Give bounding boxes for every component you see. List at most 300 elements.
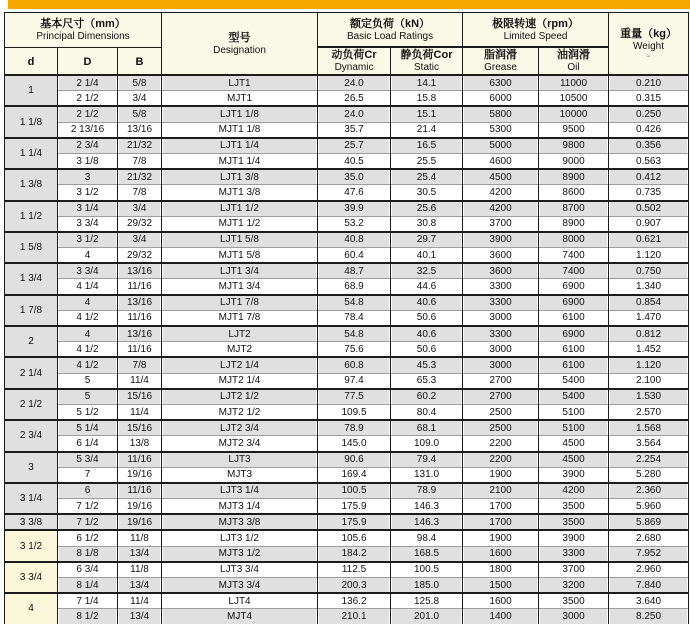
- cell-D: 4 1/2: [58, 357, 118, 373]
- cell-cr: 60.8: [318, 357, 391, 373]
- cell-D: 6 1/2: [58, 530, 118, 546]
- cell-designation: LJT4: [162, 593, 318, 609]
- cell-cr: 75.6: [318, 342, 391, 358]
- cell-cor: 16.5: [391, 138, 463, 154]
- cell-D: 3: [58, 169, 118, 185]
- cell-D: 8 1/8: [58, 546, 118, 562]
- table-row: [5, 138, 689, 154]
- cell-B: 13/4: [118, 546, 162, 562]
- top-accent-bar: [8, 0, 690, 9]
- cell-weight: 5.869: [609, 514, 689, 530]
- cell-cor: 40.1: [391, 248, 463, 264]
- cell-designation: MJT1 1/4: [162, 153, 318, 169]
- cell-weight: 1.120: [609, 357, 689, 373]
- cell-B: 13/4: [118, 609, 162, 624]
- table-row: [5, 562, 689, 578]
- cell-grease: 3000: [463, 310, 539, 326]
- cell-D: 8 1/2: [58, 609, 118, 624]
- cell-grease: 2200: [463, 452, 539, 468]
- cell-cr: 35.7: [318, 122, 391, 138]
- table-row: [5, 263, 689, 279]
- header-weight-en: Weight: [633, 40, 664, 52]
- cell-cor: 25.6: [391, 201, 463, 217]
- cell-cor: 14.1: [391, 75, 463, 91]
- cell-weight: 1.120: [609, 248, 689, 264]
- cell-oil: 3700: [539, 562, 609, 578]
- cell-d: 3 3/8: [5, 514, 58, 530]
- cell-oil: 11000: [539, 75, 609, 91]
- cell-grease: 5000: [463, 138, 539, 154]
- cell-cr: 39.9: [318, 201, 391, 217]
- cell-oil: 9800: [539, 138, 609, 154]
- cell-D: 5: [58, 373, 118, 389]
- cell-oil: 5400: [539, 373, 609, 389]
- cell-B: 7/8: [118, 153, 162, 169]
- cell-oil: 3300: [539, 546, 609, 562]
- table-row: [5, 514, 689, 530]
- cell-cor: 15.1: [391, 106, 463, 122]
- cell-grease: 1400: [463, 609, 539, 624]
- cell-oil: 3200: [539, 578, 609, 594]
- header-col-dynamic-en: Dynamic: [334, 62, 374, 73]
- cell-cr: 35.0: [318, 169, 391, 185]
- cell-cr: 78.9: [318, 420, 391, 436]
- table-row: [5, 389, 689, 405]
- header-col-dynamic-zh: 动负荷Cr: [331, 49, 377, 61]
- cell-grease: 3300: [463, 279, 539, 295]
- cell-designation: LJT1 3/8: [162, 169, 318, 185]
- cell-designation: LJT1 5/8: [162, 232, 318, 248]
- cell-D: 3 1/4: [58, 201, 118, 217]
- header-designation: [162, 13, 318, 76]
- cell-grease: 1700: [463, 499, 539, 515]
- table-row: [5, 106, 689, 122]
- cell-oil: 9500: [539, 122, 609, 138]
- cell-weight: 2.254: [609, 452, 689, 468]
- cell-oil: 5100: [539, 420, 609, 436]
- cell-D: 3 3/4: [58, 216, 118, 232]
- header-col-grease-en: Grease: [484, 62, 517, 73]
- cell-oil: 8900: [539, 169, 609, 185]
- cell-weight: 8.250: [609, 609, 689, 624]
- cell-D: 5 3/4: [58, 452, 118, 468]
- table-row: [5, 342, 689, 358]
- cell-designation: LJT1 1/8: [162, 106, 318, 122]
- cell-cr: 40.8: [318, 232, 391, 248]
- cell-designation: MJT3 3/8: [162, 514, 318, 530]
- cell-D: 4 1/4: [58, 279, 118, 295]
- table-row: [5, 467, 689, 483]
- table-row: [5, 122, 689, 138]
- header-designation-en: Designation: [213, 44, 266, 56]
- cell-cor: 79.4: [391, 452, 463, 468]
- cell-B: 3/4: [118, 201, 162, 217]
- header-col-grease-zh: 脂润滑: [484, 49, 518, 61]
- cell-cr: 24.0: [318, 75, 391, 91]
- cell-cr: 47.6: [318, 185, 391, 201]
- cell-designation: MJT1 3/4: [162, 279, 318, 295]
- cell-d: 1 1/4: [5, 138, 58, 169]
- cell-oil: 5100: [539, 404, 609, 420]
- cell-D: 4: [58, 248, 118, 264]
- cell-weight: 0.250: [609, 106, 689, 122]
- cell-oil: 3500: [539, 514, 609, 530]
- table-row: [5, 452, 689, 468]
- cell-cr: 112.5: [318, 562, 391, 578]
- cell-d: 1 1/8: [5, 106, 58, 137]
- header-col-oil: [539, 47, 609, 75]
- cell-cr: 26.5: [318, 91, 391, 107]
- cell-B: 11/8: [118, 530, 162, 546]
- cell-B: 11/16: [118, 342, 162, 358]
- header-col-oil-zh: 油润滑: [557, 49, 591, 61]
- cell-weight: 0.210: [609, 75, 689, 91]
- cell-weight: 7.840: [609, 578, 689, 594]
- cell-weight: 3.640: [609, 593, 689, 609]
- table-body: [5, 75, 689, 624]
- header-weight: [609, 13, 689, 76]
- header-col-static: [391, 47, 463, 75]
- cell-D: 2 13/16: [58, 122, 118, 138]
- cell-D: 3 3/4: [58, 263, 118, 279]
- cell-grease: 3600: [463, 263, 539, 279]
- cell-cr: 136.2: [318, 593, 391, 609]
- cell-D: 6: [58, 483, 118, 499]
- cell-cor: 21.4: [391, 122, 463, 138]
- cell-B: 11/16: [118, 310, 162, 326]
- table-row: [5, 326, 689, 342]
- cell-d: 3 3/4: [5, 562, 58, 593]
- cell-cr: 109.5: [318, 404, 391, 420]
- cell-B: 7/8: [118, 357, 162, 373]
- cell-cr: 54.8: [318, 295, 391, 311]
- header-col-dynamic: [318, 47, 391, 75]
- header-principal-dimensions-en: Principal Dimensions: [36, 30, 130, 42]
- cell-cor: 44.6: [391, 279, 463, 295]
- cell-B: 11/4: [118, 593, 162, 609]
- cell-d: 2 3/4: [5, 420, 58, 451]
- cell-cor: 15.8: [391, 91, 463, 107]
- cell-B: 13/16: [118, 295, 162, 311]
- cell-designation: MJT2 1/4: [162, 373, 318, 389]
- table-row: [5, 153, 689, 169]
- cell-cr: 25.7: [318, 138, 391, 154]
- cell-d: 1 3/8: [5, 169, 58, 200]
- cell-weight: 1.452: [609, 342, 689, 358]
- cell-grease: 1800: [463, 562, 539, 578]
- cell-B: 5/8: [118, 75, 162, 91]
- cell-cr: 200.3: [318, 578, 391, 594]
- cell-designation: MJT1 3/8: [162, 185, 318, 201]
- cell-d: 1 5/8: [5, 232, 58, 263]
- header-col-d-label: d: [27, 55, 35, 68]
- cell-oil: 9000: [539, 153, 609, 169]
- cell-B: 19/16: [118, 467, 162, 483]
- cell-grease: 1500: [463, 578, 539, 594]
- cell-cr: 48.7: [318, 263, 391, 279]
- cell-d: 1 1/2: [5, 201, 58, 232]
- table-row: [5, 248, 689, 264]
- table-row: [5, 169, 689, 185]
- cell-grease: 4200: [463, 201, 539, 217]
- cell-B: 13/8: [118, 436, 162, 452]
- cell-oil: 8600: [539, 185, 609, 201]
- cell-oil: 5400: [539, 389, 609, 405]
- cell-cr: 175.9: [318, 499, 391, 515]
- cell-weight: 1.568: [609, 420, 689, 436]
- cell-cor: 65.3: [391, 373, 463, 389]
- cell-weight: 0.502: [609, 201, 689, 217]
- cell-oil: 3900: [539, 530, 609, 546]
- header-col-D-label: D: [83, 55, 92, 68]
- cell-grease: 3900: [463, 232, 539, 248]
- cell-d: 1 7/8: [5, 295, 58, 326]
- cell-designation: LJT2 3/4: [162, 420, 318, 436]
- table-row: [5, 436, 689, 452]
- cell-oil: 3900: [539, 467, 609, 483]
- cell-cr: 78.4: [318, 310, 391, 326]
- cell-B: 29/32: [118, 216, 162, 232]
- header-designation-zh: 型号: [228, 31, 251, 44]
- table-header: [5, 13, 689, 76]
- cell-grease: 1900: [463, 467, 539, 483]
- cell-designation: MJT3 1/2: [162, 546, 318, 562]
- cell-B: 11/4: [118, 404, 162, 420]
- cell-weight: 0.750: [609, 263, 689, 279]
- header-basic-load-ratings: [318, 13, 463, 48]
- cell-cor: 109.0: [391, 436, 463, 452]
- cell-B: 11/16: [118, 452, 162, 468]
- cell-cr: 100.5: [318, 483, 391, 499]
- cell-B: 11/16: [118, 279, 162, 295]
- cell-d: 4: [5, 593, 58, 624]
- header-col-oil-en: Oil: [567, 62, 580, 73]
- cell-weight: 5.280: [609, 467, 689, 483]
- cell-d: 3 1/2: [5, 530, 58, 561]
- cell-weight: 0.907: [609, 216, 689, 232]
- cell-cor: 146.3: [391, 514, 463, 530]
- cell-cr: 24.0: [318, 106, 391, 122]
- header-col-B-label: B: [135, 55, 144, 68]
- cell-cor: 185.0: [391, 578, 463, 594]
- cell-designation: MJT2 1/2: [162, 404, 318, 420]
- cell-cr: 97.4: [318, 373, 391, 389]
- cell-B: 11/4: [118, 373, 162, 389]
- cell-oil: 6900: [539, 295, 609, 311]
- cell-weight: 2.570: [609, 404, 689, 420]
- table-row: [5, 216, 689, 232]
- cell-weight: 1.530: [609, 389, 689, 405]
- header-col-static-zh: 静负荷Cor: [400, 49, 453, 61]
- cell-B: 3/4: [118, 232, 162, 248]
- cell-designation: MJT1: [162, 91, 318, 107]
- cell-B: 29/32: [118, 248, 162, 264]
- cell-weight: 0.315: [609, 91, 689, 107]
- cell-weight: 7.952: [609, 546, 689, 562]
- cell-cor: 40.6: [391, 295, 463, 311]
- cell-designation: MJT2 3/4: [162, 436, 318, 452]
- cell-cor: 68.1: [391, 420, 463, 436]
- header-col-static-en: Static: [414, 62, 440, 73]
- cell-designation: LJT3 1/4: [162, 483, 318, 499]
- table-row: [5, 483, 689, 499]
- cell-grease: 2200: [463, 436, 539, 452]
- cell-D: 6 1/4: [58, 436, 118, 452]
- header-col-d: [5, 47, 58, 75]
- cell-weight: 3.564: [609, 436, 689, 452]
- cell-oil: 4200: [539, 483, 609, 499]
- cell-grease: 4600: [463, 153, 539, 169]
- cell-d: 3: [5, 452, 58, 483]
- cell-grease: 6000: [463, 91, 539, 107]
- cell-weight: 1.470: [609, 310, 689, 326]
- cell-D: 7 1/2: [58, 514, 118, 530]
- cell-oil: 3500: [539, 593, 609, 609]
- header-col-grease: [463, 47, 539, 75]
- cell-designation: LJT1 1/2: [162, 201, 318, 217]
- cell-cr: 184.2: [318, 546, 391, 562]
- cell-grease: 3700: [463, 216, 539, 232]
- cell-weight: 2.360: [609, 483, 689, 499]
- cell-cr: 105.6: [318, 530, 391, 546]
- cell-designation: MJT3 1/4: [162, 499, 318, 515]
- cell-D: 2 1/2: [58, 91, 118, 107]
- cell-designation: MJT3 3/4: [162, 578, 318, 594]
- cell-cr: 90.6: [318, 452, 391, 468]
- cell-weight: 1.340: [609, 279, 689, 295]
- cell-designation: MJT1 5/8: [162, 248, 318, 264]
- cell-grease: 1600: [463, 546, 539, 562]
- cell-cor: 45.3: [391, 357, 463, 373]
- cell-cr: 210.1: [318, 609, 391, 624]
- cell-D: 2 1/2: [58, 106, 118, 122]
- cell-D: 5 1/4: [58, 420, 118, 436]
- cell-cor: 50.6: [391, 342, 463, 358]
- cell-grease: 4500: [463, 169, 539, 185]
- cell-d: 2 1/2: [5, 389, 58, 420]
- cell-cor: 201.0: [391, 609, 463, 624]
- cell-cr: 40.5: [318, 153, 391, 169]
- cell-designation: LJT1 1/4: [162, 138, 318, 154]
- cell-weight: 0.356: [609, 138, 689, 154]
- cell-B: 21/32: [118, 138, 162, 154]
- cell-oil: 6100: [539, 310, 609, 326]
- table-row: [5, 75, 689, 91]
- table-row: [5, 499, 689, 515]
- cell-grease: 3000: [463, 342, 539, 358]
- cell-oil: 6100: [539, 357, 609, 373]
- cell-d: 2 1/4: [5, 357, 58, 388]
- cell-designation: LJT1: [162, 75, 318, 91]
- bearing-spec-table: [4, 12, 689, 624]
- cell-grease: 3000: [463, 357, 539, 373]
- table-row: [5, 185, 689, 201]
- header-principal-dimensions: [5, 13, 162, 48]
- cell-D: 4: [58, 326, 118, 342]
- header-weight-zh: 重量（kg）: [620, 27, 677, 40]
- cell-designation: LJT3: [162, 452, 318, 468]
- header-col-B: [118, 47, 162, 75]
- cell-oil: 6900: [539, 279, 609, 295]
- cell-cor: 40.6: [391, 326, 463, 342]
- cell-cor: 32.5: [391, 263, 463, 279]
- cell-D: 7 1/4: [58, 593, 118, 609]
- header-limited-speed: [463, 13, 609, 48]
- cell-designation: MJT1 1/8: [162, 122, 318, 138]
- cell-oil: 8900: [539, 216, 609, 232]
- cell-B: 3/4: [118, 91, 162, 107]
- cell-cor: 80.4: [391, 404, 463, 420]
- cell-B: 15/16: [118, 389, 162, 405]
- header-basic-load-ratings-zh: 额定负荷（kN）: [349, 17, 431, 30]
- cell-B: 5/8: [118, 106, 162, 122]
- cell-D: 3 1/2: [58, 185, 118, 201]
- cell-B: 7/8: [118, 185, 162, 201]
- table-row: [5, 609, 689, 624]
- cell-designation: MJT1 1/2: [162, 216, 318, 232]
- cell-cr: 169.4: [318, 467, 391, 483]
- cell-cor: 25.5: [391, 153, 463, 169]
- cell-d: 1: [5, 75, 58, 106]
- cell-D: 3 1/8: [58, 153, 118, 169]
- cell-cr: 77.5: [318, 389, 391, 405]
- cell-grease: 5800: [463, 106, 539, 122]
- cell-grease: 2500: [463, 404, 539, 420]
- cell-cor: 25.4: [391, 169, 463, 185]
- cell-B: 15/16: [118, 420, 162, 436]
- cell-grease: 6300: [463, 75, 539, 91]
- cell-D: 4: [58, 295, 118, 311]
- cell-d: 3 1/4: [5, 483, 58, 514]
- cell-grease: 1600: [463, 593, 539, 609]
- cell-oil: 10500: [539, 91, 609, 107]
- table-row: [5, 530, 689, 546]
- cell-cr: 53.2: [318, 216, 391, 232]
- cell-oil: 8700: [539, 201, 609, 217]
- cell-cr: 145.0: [318, 436, 391, 452]
- header-col-D: [58, 47, 118, 75]
- table-row: [5, 593, 689, 609]
- cell-cor: 60.2: [391, 389, 463, 405]
- cell-designation: LJT3 3/4: [162, 562, 318, 578]
- cell-weight: 2.960: [609, 562, 689, 578]
- cell-grease: 1900: [463, 530, 539, 546]
- table-row: [5, 420, 689, 436]
- cell-designation: LJT2 1/4: [162, 357, 318, 373]
- cell-weight: 5.960: [609, 499, 689, 515]
- cell-weight: 2.100: [609, 373, 689, 389]
- cell-designation: LJT2: [162, 326, 318, 342]
- cell-weight: 0.735: [609, 185, 689, 201]
- cell-cr: 54.8: [318, 326, 391, 342]
- header-weight-note: ≈: [646, 52, 651, 60]
- cell-D: 5 1/2: [58, 404, 118, 420]
- cell-cor: 30.5: [391, 185, 463, 201]
- header-principal-dimensions-zh: 基本尺寸（mm）: [40, 17, 126, 30]
- cell-B: 21/32: [118, 169, 162, 185]
- cell-cor: 78.9: [391, 483, 463, 499]
- cell-D: 3 1/2: [58, 232, 118, 248]
- cell-B: 13/16: [118, 122, 162, 138]
- cell-B: 13/16: [118, 263, 162, 279]
- table-row: [5, 546, 689, 562]
- cell-oil: 6900: [539, 326, 609, 342]
- cell-grease: 4200: [463, 185, 539, 201]
- cell-D: 4 1/2: [58, 310, 118, 326]
- table-row: [5, 232, 689, 248]
- cell-designation: MJT2: [162, 342, 318, 358]
- cell-cor: 125.8: [391, 593, 463, 609]
